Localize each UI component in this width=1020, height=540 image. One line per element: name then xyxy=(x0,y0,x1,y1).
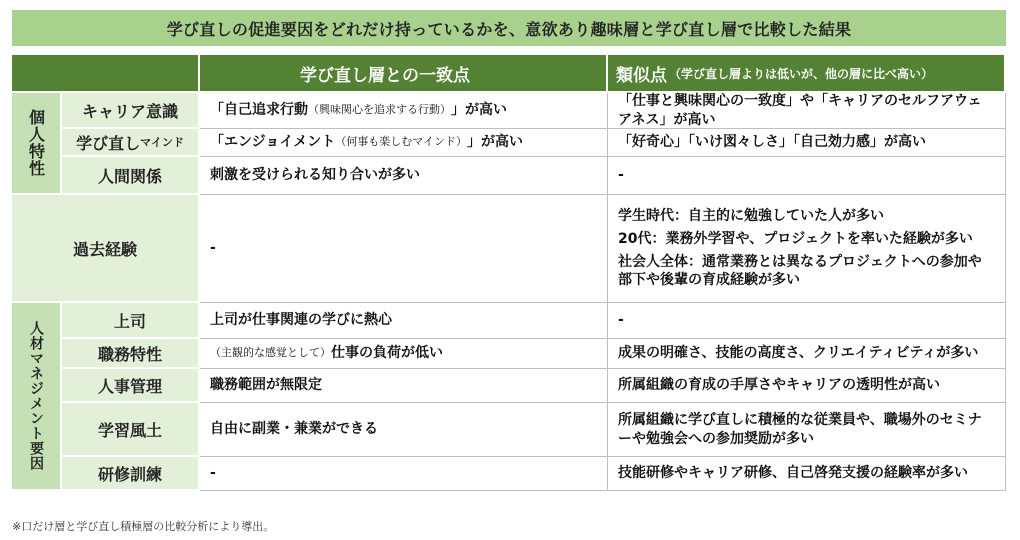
header-similar xyxy=(608,55,1006,93)
mind-match-small: （何事も楽しむマインド） xyxy=(335,135,468,149)
comparison-table xyxy=(12,55,1006,513)
row-job-match xyxy=(200,339,608,369)
row-training-label: 研修訓練 xyxy=(62,457,200,491)
group-personal-label: 個人特性 xyxy=(26,109,46,177)
job-match-post: 仕事の負荷が低い xyxy=(331,345,443,362)
row-past-similar xyxy=(608,195,1006,303)
row-mind-match xyxy=(200,129,608,157)
group-past: 過去経験 xyxy=(12,195,200,303)
mind-label-main: 学び直し xyxy=(76,133,141,153)
job-match-small: （主観的な感覚として） xyxy=(210,346,331,360)
past-similar-line-3: 社会人全体：通常業務とは異なるプロジェクトへの参加や部下や後輩の育成経験が多い xyxy=(618,253,982,289)
header-similar-label: 類似点 xyxy=(616,65,667,86)
row-training-match: - xyxy=(200,457,608,491)
page-title: 学び直しの促進要因をどれだけ持っているかを、意欲あり趣味層と学び直し層で比較した結果 xyxy=(12,10,1006,46)
header-match: 学び直し層との一致点 xyxy=(200,55,608,93)
row-past-match: - xyxy=(200,195,608,303)
past-similar-line-1: 学生時代：自主的に勉強していた人が多い xyxy=(618,207,884,224)
row-boss-label: 上司 xyxy=(62,303,200,339)
past-similar-line-2: 20代：業務外学習や、プロジェクトを率いた経験が多い xyxy=(618,230,973,247)
group-hr-label: 人材マネジメント要因 xyxy=(28,321,44,471)
row-career-similar: 「仕事と興味関心の一致度」や「キャリアのセルフアウェアネス」が高い xyxy=(608,93,1006,129)
footnote: ※口だけ層と学び直し積極層の比較分析により導出。 xyxy=(12,520,275,533)
header-similar-note: （学び直し層よりは低いが、他の層に比べ高い） xyxy=(669,66,934,81)
row-hrm-similar: 所属組織の育成の手厚さやキャリアの透明性が高い xyxy=(608,369,1006,403)
group-hr xyxy=(12,303,62,491)
row-mind-similar: 「好奇心」「いけ図々しさ」「自己効力感」が高い xyxy=(608,129,1006,157)
mind-label-small: マインド xyxy=(140,136,184,149)
row-mind-label xyxy=(62,129,200,157)
career-match-post: 」が高い xyxy=(451,102,507,119)
row-boss-match: 上司が仕事関連の学びに熱心 xyxy=(200,303,608,339)
row-hrm-label: 人事管理 xyxy=(62,369,200,403)
row-boss-similar: - xyxy=(608,303,1006,339)
mind-match-pre: 「エンジョイメント xyxy=(210,134,336,151)
row-relations-similar: - xyxy=(608,157,1006,195)
row-job-label: 職務特性 xyxy=(62,339,200,369)
row-culture-label: 学習風土 xyxy=(62,403,200,457)
row-hrm-match: 職務範囲が無限定 xyxy=(200,369,608,403)
row-relations-match: 刺激を受けられる知り合いが多い xyxy=(200,157,608,195)
row-culture-match: 自由に副業・兼業ができる xyxy=(200,403,608,457)
career-match-pre: 「自己追求行動 xyxy=(210,102,308,119)
row-career-match xyxy=(200,93,608,129)
header-blank xyxy=(12,55,200,93)
group-personal xyxy=(12,93,62,195)
career-match-small: （興味関心を追求する行動） xyxy=(308,103,451,117)
row-training-similar: 技能研修やキャリア研修、自己啓発支援の経験率が多い xyxy=(608,457,1006,491)
row-career-label: キャリア意識 xyxy=(62,93,200,129)
mind-match-post: 」が高い xyxy=(467,134,524,151)
row-culture-similar: 所属組織に学び直しに積極的な従業員や、職場外のセミナーや勉強会への参加奨励が多い xyxy=(608,403,1006,457)
row-job-similar: 成果の明確さ、技能の高度さ、クリエイティビティが多い xyxy=(608,339,1006,369)
row-relations-label: 人間関係 xyxy=(62,157,200,195)
